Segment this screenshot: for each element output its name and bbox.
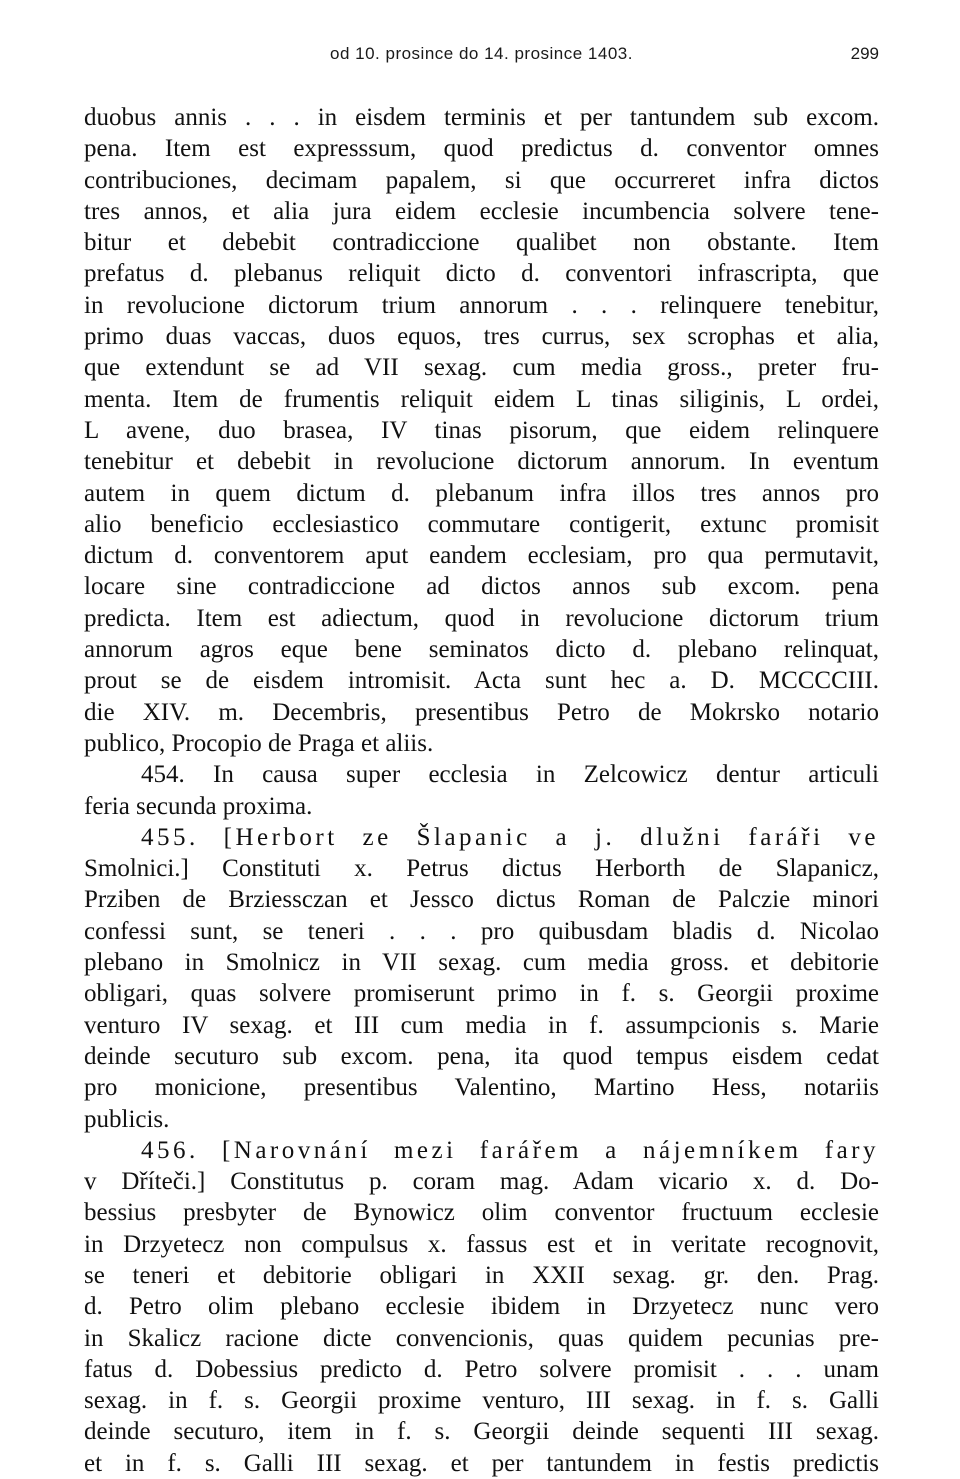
text-line: pena. Item est expresssum, quod predictus d. conventor omnes — [84, 135, 879, 163]
text-line: pro monicione, presentibus Valentino, Martino Hess, notariis — [84, 1074, 879, 1102]
text-line: plebano in Smolnicz in VII sexag. cum media gross. et debitorie — [84, 949, 879, 977]
text-line: contribuciones, decimam papalem, si que occurreret infra dictos — [84, 166, 879, 194]
running-head — [84, 44, 879, 74]
text-line: locare sine contradiccione ad dictos annos sub excom. pena — [84, 573, 879, 601]
text-line: die XIV. m. Decembris, presentibus Petro de Mokrsko notario — [84, 698, 879, 726]
entry-456-heading: 456. [Narovnání mezi farářem a nájemníkem fary — [141, 1136, 879, 1164]
paragraph-end-line: feria secunda proxima. — [84, 792, 313, 820]
text-line: predicta. Item est adiectum, quod in revolucione dictorum trium — [84, 604, 879, 632]
text-line: fatus d. Dobessius predicto d. Petro solvere promisit . . . unam — [84, 1355, 879, 1383]
running-title: od 10. prosince do 14. prosince 1403. — [330, 44, 633, 63]
text-line: annorum agros eque bene seminatos dicto d. plebano relinquat, — [84, 636, 879, 664]
paragraph-end-line: publico, Procopio de Praga et aliis. — [84, 729, 434, 757]
text-line: que extendunt se ad VII sexag. cum media gross., preter fru- — [84, 354, 879, 382]
text-line: deinde secuturo, item in f. s. Georgii deinde sequenti III sexag. — [84, 1418, 879, 1446]
text-line: dictum d. conventorem aput eandem ecclesiam, pro qua permutavit, — [84, 542, 879, 570]
entry-454-start: 454. In causa super ecclesia in Zelcowicz dentur articuli — [141, 761, 879, 789]
text-line: Prziben de Brziessczan et Jessco dictus Roman de Palczie minori — [84, 886, 879, 914]
page-number: 299 — [850, 44, 879, 63]
body-text — [84, 102, 879, 1479]
text-line: bessius presbyter de Bynowicz olim conventor fructuum ecclesie — [84, 1199, 879, 1227]
text-line: deinde secuturo sub excom. pena, ita quod tempus eisdem cedat — [84, 1042, 879, 1070]
text-line: obligari, quas solvere promiserunt primo in f. s. Georgii proxime — [84, 980, 879, 1008]
text-line: tenebitur et debebit in revolucione dictorum annorum. In eventum — [84, 448, 879, 476]
entry-455-heading: 455. [Herbort ze Šlapanic a j. dlužni faráři ve — [141, 823, 879, 851]
text-line: bitur et debebit contradiccione qualibet non obstante. Item — [84, 229, 879, 257]
text-line: prefatus d. plebanus reliquit dicto d. conventori infrascripta, que — [84, 260, 879, 288]
text-line: duobus annis . . . in eisdem terminis et per tantundem sub excom. — [84, 104, 879, 131]
text-line: venturo IV sexag. et III cum media in f. assumpcionis s. Marie — [84, 1011, 879, 1039]
text-line: v Dříteči.] Constitutus p. coram mag. Adam vicario x. d. Do- — [84, 1168, 879, 1196]
text-line: confessi sunt, se teneri . . . pro quibusdam bladis d. Nicolao — [84, 917, 879, 945]
text-line: in revolucione dictorum trium annorum . . . relinquere tenebitur, — [84, 291, 879, 319]
text-line: tres annos, et alia jura eidem ecclesie incumbencia solvere tene- — [84, 197, 879, 225]
text-line: alio beneficio ecclesiastico commutare contigerit, extunc promisit — [84, 510, 879, 538]
text-line: menta. Item de frumentis reliquit eidem L tinas siliginis, L ordei, — [84, 385, 879, 413]
text-line: prout se de eisdem intromisit. Acta sunt hec a. D. MCCCCIII. — [84, 667, 879, 695]
text-line: in Skalicz racione dicte convencionis, quas quidem pecunias pre- — [84, 1324, 879, 1352]
text-line: et in f. s. Galli III sexag. et per tantundem in festis predictis — [84, 1449, 879, 1477]
text-line: d. Petro olim plebano ecclesie ibidem in Drzyetecz nunc vero — [84, 1293, 879, 1321]
text-line: primo duas vaccas, duos equos, tres currus, sex scrophas et alia, — [84, 323, 879, 351]
text-line: L avene, duo brasea, IV tinas pisorum, que eidem relinquere — [84, 416, 879, 444]
text-line: autem in quem dictum d. plebanum infra illos tres annos pro — [84, 479, 879, 507]
text-line: se teneri et debitorie obligari in XXII sexag. gr. den. Prag. — [84, 1261, 879, 1289]
text-line: Smolnici.] Constituti x. Petrus dictus Herborth de Slapanicz, — [84, 855, 879, 883]
paragraph-end-line: publicis. — [84, 1105, 170, 1133]
text-line: in Drzyetecz non compulsus x. fassus est et in veritate recognovit, — [84, 1230, 879, 1258]
text-line: sexag. in f. s. Georgii proxime venturo, III sexag. in f. s. Galli — [84, 1387, 879, 1415]
